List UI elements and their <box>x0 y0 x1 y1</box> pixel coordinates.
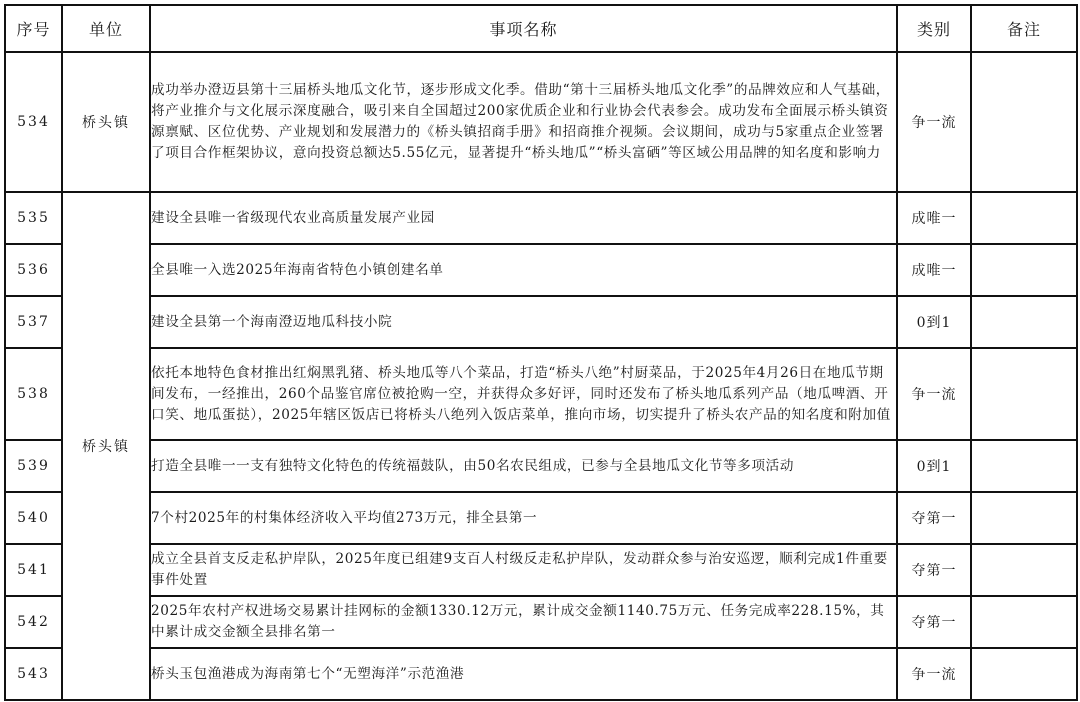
table-row <box>5 192 1077 244</box>
row-category: 成唯一 <box>897 192 971 244</box>
row-index: 538 <box>5 348 62 440</box>
table-row <box>5 244 1077 296</box>
table-row <box>5 296 1077 348</box>
row-item: 建设全县唯一省级现代农业高质量发展产业园 <box>150 192 897 244</box>
row-item: 2025年农村产权进场交易累计挂网标的金额1330.12万元，累计成交金额1140.75万元、任务完成率228.15%，其中累计成交金额全县排名第一 <box>150 596 897 648</box>
row-category: 夺第一 <box>897 596 971 648</box>
row-item: 依托本地特色食材推出红焖黑乳猪、桥头地瓜等八个菜品，打造“桥头八绝”村厨菜品，于2025年4月26日在地瓜节期间发布，一经推出，260个品鉴官席位被抢购一空，并获得众多好评，同时还发布了桥头地瓜系列产品（地瓜啤酒、开口笑、地瓜蛋挞），2025年辖区饭店已将桥头八绝列入饭店菜单，推向市场，切实提升了桥头农产品的知名度和附加值 <box>150 348 897 440</box>
row-item: 成立全县首支反走私护岸队，2025年度已组建9支百人村级反走私护岸队，发动群众参与治安巡逻，顺利完成1件重要事件处置 <box>150 544 897 596</box>
row-category: 夺第一 <box>897 492 971 544</box>
row-note <box>971 244 1077 296</box>
row-item: 全县唯一入选2025年海南省特色小镇创建名单 <box>150 244 897 296</box>
header-index: 序号 <box>5 5 62 52</box>
row-category: 夺第一 <box>897 544 971 596</box>
row-category: 0到1 <box>897 296 971 348</box>
row-index: 535 <box>5 192 62 244</box>
row-unit-merged: 桥头镇 <box>62 192 150 700</box>
row-category: 成唯一 <box>897 244 971 296</box>
table-row <box>5 648 1077 700</box>
row-category: 争一流 <box>897 348 971 440</box>
achievements-table <box>4 4 1078 701</box>
row-item: 桥头玉包渔港成为海南第七个“无塑海洋”示范渔港 <box>150 648 897 700</box>
row-index: 536 <box>5 244 62 296</box>
table-row <box>5 440 1077 492</box>
row-index: 541 <box>5 544 62 596</box>
row-note <box>971 440 1077 492</box>
header-row <box>5 5 1077 52</box>
table-row <box>5 52 1077 192</box>
row-note <box>971 348 1077 440</box>
row-note <box>971 544 1077 596</box>
row-index: 534 <box>5 52 62 192</box>
row-note <box>971 596 1077 648</box>
header-note: 备注 <box>971 5 1077 52</box>
row-category: 争一流 <box>897 648 971 700</box>
row-index: 537 <box>5 296 62 348</box>
header-category: 类别 <box>897 5 971 52</box>
row-category: 0到1 <box>897 440 971 492</box>
table-row <box>5 492 1077 544</box>
row-note <box>971 192 1077 244</box>
row-index: 540 <box>5 492 62 544</box>
table-row <box>5 544 1077 596</box>
row-item: 7个村2025年的村集体经济收入平均值273万元，排全县第一 <box>150 492 897 544</box>
row-note <box>971 492 1077 544</box>
document-page <box>4 4 1078 701</box>
row-note <box>971 52 1077 192</box>
row-index: 542 <box>5 596 62 648</box>
row-unit: 桥头镇 <box>62 52 150 192</box>
row-note <box>971 648 1077 700</box>
row-note <box>971 296 1077 348</box>
header-unit: 单位 <box>62 5 150 52</box>
row-item: 打造全县唯一一支有独特文化特色的传统福鼓队，由50名农民组成，已参与全县地瓜文化节等多项活动 <box>150 440 897 492</box>
header-item: 事项名称 <box>150 5 897 52</box>
row-item: 成功举办澄迈县第十三届桥头地瓜文化节，逐步形成文化季。借助“第十三届桥头地瓜文化季”的品牌效应和人气基础，将产业推介与文化展示深度融合，吸引来自全国超过200家优质企业和行业协会代表参会。成功发布全面展示桥头镇资源禀赋、区位优势、产业规划和发展潜力的《桥头镇招商手册》和招商推介视频。会议期间，成功与5家重点企业签署了项目合作框架协议，意向投资总额达5.55亿元，显著提升“桥头地瓜”“桥头富硒”等区域公用品牌的知名度和影响力 <box>150 52 897 192</box>
table-row <box>5 596 1077 648</box>
row-index: 543 <box>5 648 62 700</box>
row-index: 539 <box>5 440 62 492</box>
row-item: 建设全县第一个海南澄迈地瓜科技小院 <box>150 296 897 348</box>
table-row <box>5 348 1077 440</box>
row-category: 争一流 <box>897 52 971 192</box>
